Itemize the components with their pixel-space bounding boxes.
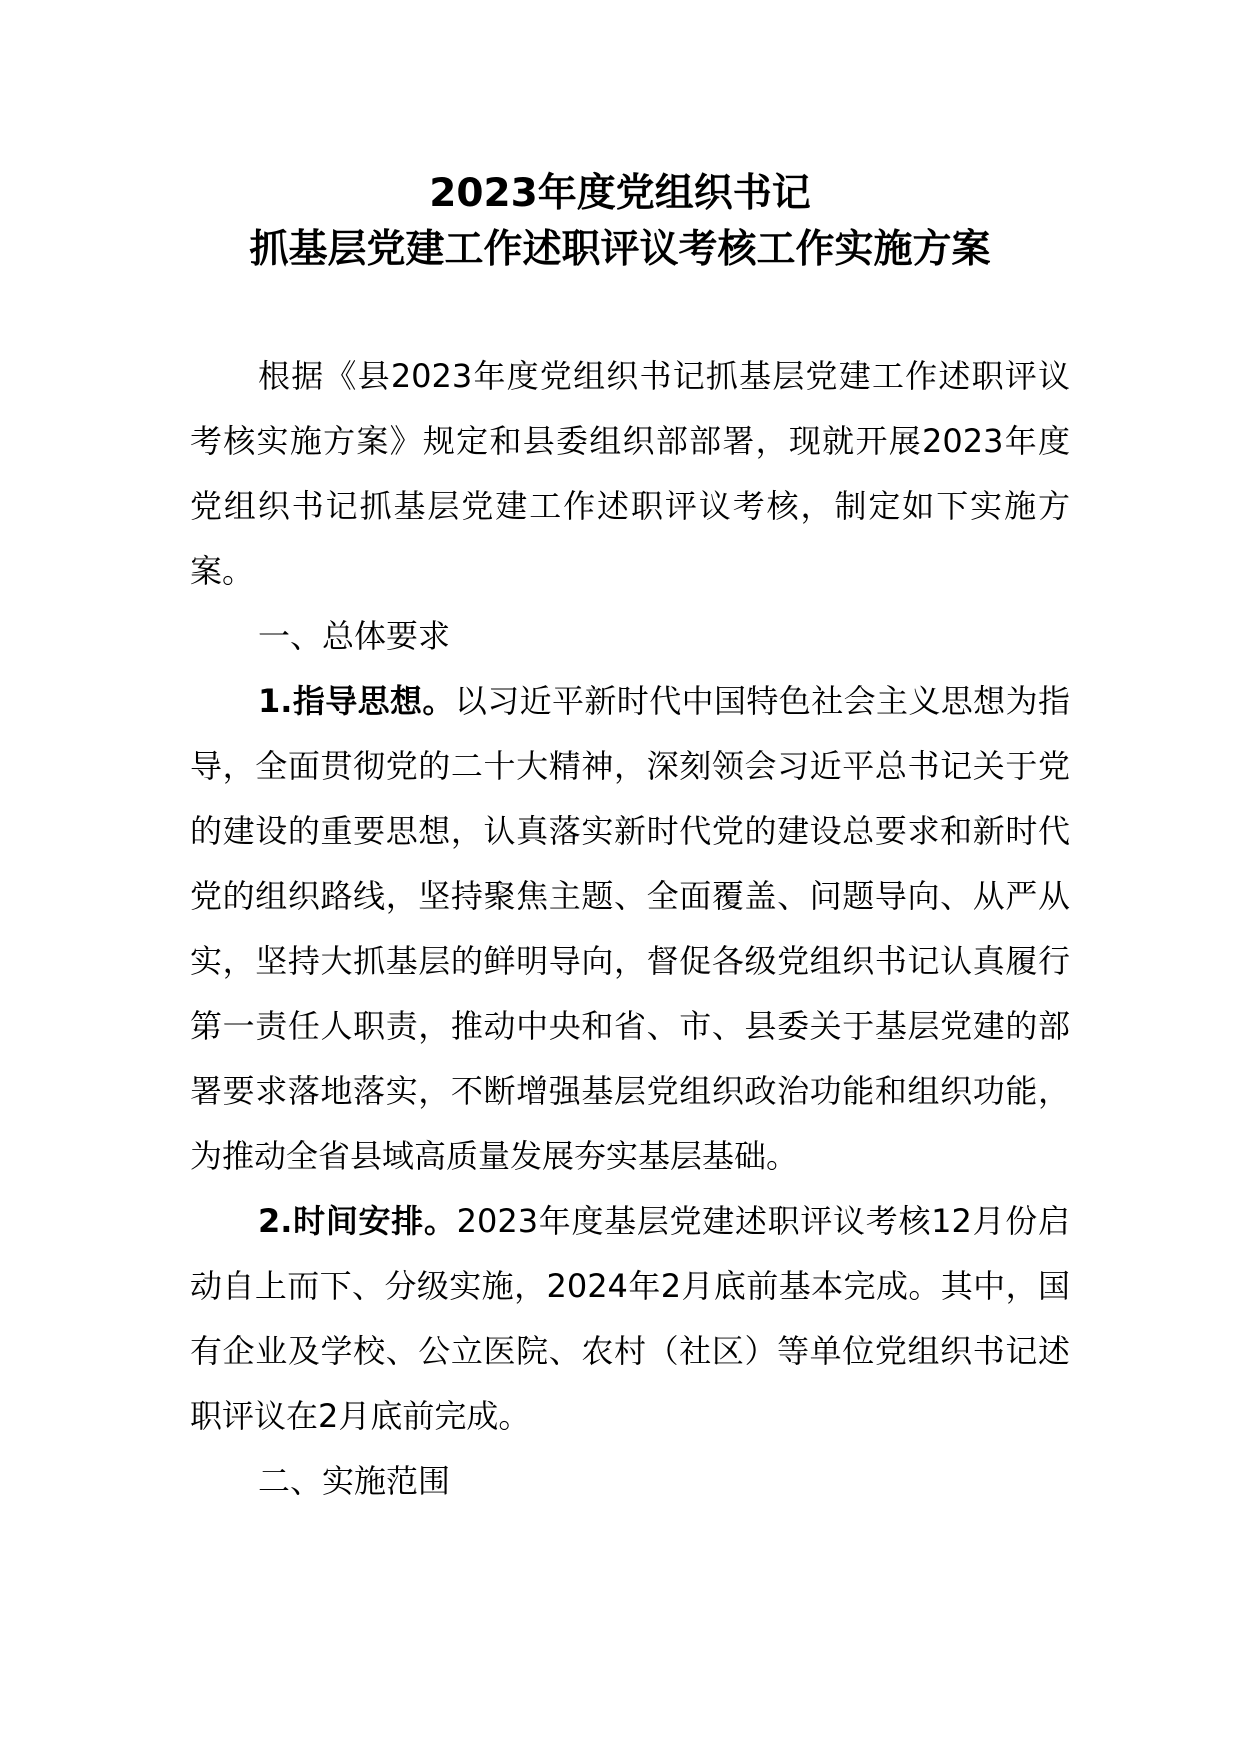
section-heading-scope: 二、实施范围 xyxy=(258,1462,451,1500)
guiding-ideology-text: 以习近平新时代中国特色社会主义思想为指导，全面贯彻党的二十大精神，深刻领会习近平总书记关于党的建设的重要思想，认真落实新时代党的建设总要求和新时代党的组织路线，坚持聚焦主题、全面覆盖、问题导向、从严从实，坚持大抓基层的鲜明导向，督促各级党组织书记认真履行第一责任人职责，推动中央和省、市、县委关于基层党建的部署要求落地落实，不断增强基层党组织政治功能和组织功能，为推动全省县域高质量发展夯实基层基础。 xyxy=(190,682,1070,1175)
intro-paragraph: 根据《县2023年度党组织书记抓基层党建工作述职评议考核实施方案》规定和县委组织部部署，现就开展2023年度党组织书记抓基层党建工作述职评议考核，制定如下实施方案。 xyxy=(190,357,1070,590)
document-title-line-2: 抓基层党建工作述职评议考核工作实施方案 xyxy=(249,227,991,272)
schedule-lead: 2.时间安排。 xyxy=(258,1202,457,1240)
schedule-paragraph xyxy=(190,1189,1070,1449)
guiding-ideology-lead: 1.指导思想。 xyxy=(258,682,455,720)
schedule-text: 2023年度基层党建述职评议考核12月份启动自上而下、分级实施，2024年2月底前基本完成。其中，国有企业及学校、公立医院、农村（社区）等单位党组织书记述职评议在2月底前完成。 xyxy=(190,1202,1070,1435)
document-title-line-1: 2023年度党组织书记 xyxy=(429,171,811,216)
guiding-ideology-paragraph xyxy=(190,669,1070,1189)
document-body xyxy=(190,344,1070,1514)
section-heading-general-requirements: 一、总体要求 xyxy=(258,617,451,655)
